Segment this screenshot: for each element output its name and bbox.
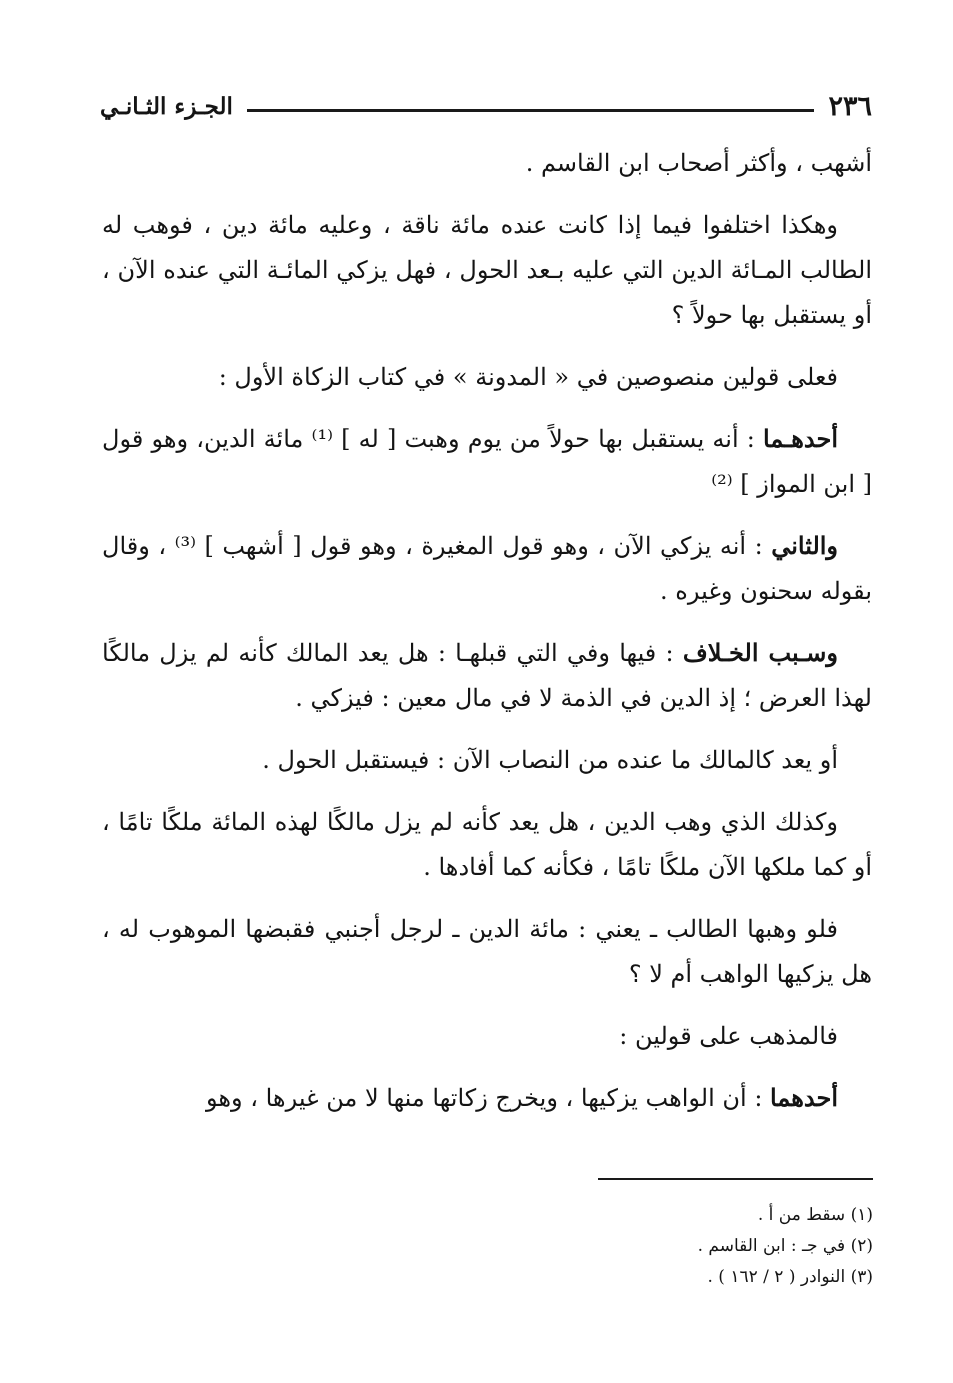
paragraph-lead: أحدهـما [763,424,838,453]
paragraph [102,1075,872,1121]
paragraph [102,630,872,721]
paragraph-lead: أحدهما [770,1083,838,1112]
footnotes [373,1200,873,1293]
paragraph-text: : أن الواهب يزكيها ، ويخرج زكاتها منها لا من غيرها ، وهو [205,1084,771,1112]
running-header [100,86,872,126]
paragraph [102,737,872,783]
paragraph [102,202,872,338]
paragraph [102,799,872,890]
paragraph-text: : أنه يزكي الآن ، وهو قول المغيرة ، وهو قول [ أشهب ] ⁽³⁾ ، وقال بقوله سحنون وغيره . [102,532,872,605]
paragraph-text: وهكذا اختلفوا فيما إذا كانت عنده مائة ناقة ، وعليه مائة دين ، فوهب له الطالب المـائة الدين التي عليه بـعد الحول ، فهل يزكي المائـة التي عنده الآن ، أو يستقبل بها حولاً ؟ [102,211,872,329]
paragraph-text: : فيها وفي التي قبلهـا : هل يعد المالك كأنه لم يزل مالكًا لهذا العرض ؛ إذ الدين في الذمة لا في مال معين : فيزكي . [102,639,872,712]
header-rule [247,109,815,112]
paragraph-text: فعلى قولين منصوصين في « المدونة » في كتاب الزكاة الأول : [218,363,838,391]
paragraph-lead: والثاني [771,531,839,560]
paragraph-text: أشهب ، وأكثر أصحاب ابن القاسم . [525,149,872,177]
footnote: (٢) في جـ : ابن القاسم . [697,1236,873,1256]
paragraph-text: : أنه يستقبل بها حولاً من يوم وهبت [ له ] ⁽¹⁾ مائة الدين، وهو قول [ ابن المواز ] ⁽²⁾ [102,425,872,498]
footnote: (٣) النوادر ( ٢ / ١٦٢ ) . [707,1267,873,1287]
page-number: ٢٣٦ [828,90,872,122]
part-title: الجـزء الثـانـي [100,92,233,120]
paragraph [102,906,872,997]
paragraph-lead: وسـبب الخـلاف [682,638,838,667]
footnote-rule [598,1178,873,1180]
paragraph [102,140,872,186]
paragraph-text: فلو وهبها الطالب ـ يعني : مائة الدين ـ لرجل أجنبي فقبضها الموهوب له ، هل يزكيها الواهب أم لا ؟ [102,915,872,988]
footnote: (١) سقط من أ . [757,1205,873,1225]
paragraph-text: فالمذهب على قولين : [619,1022,838,1050]
paragraph [102,416,872,507]
paragraph-text: وكذلك الذي وهب الدين ، هل يعد كأنه لم يزل مالكًا لهذه المائة ملكًا تامًا ، أو كما ملكها الآن ملكًا تامًا ، فكأنه كما أفادها . [102,808,872,881]
main-text [102,140,872,1137]
paragraph-text: أو يعد كالمالك ما عنده من النصاب الآن : فيستقبل الحول . [262,746,838,774]
paragraph [102,1013,872,1059]
paragraph [102,523,872,614]
paragraph [102,354,872,400]
